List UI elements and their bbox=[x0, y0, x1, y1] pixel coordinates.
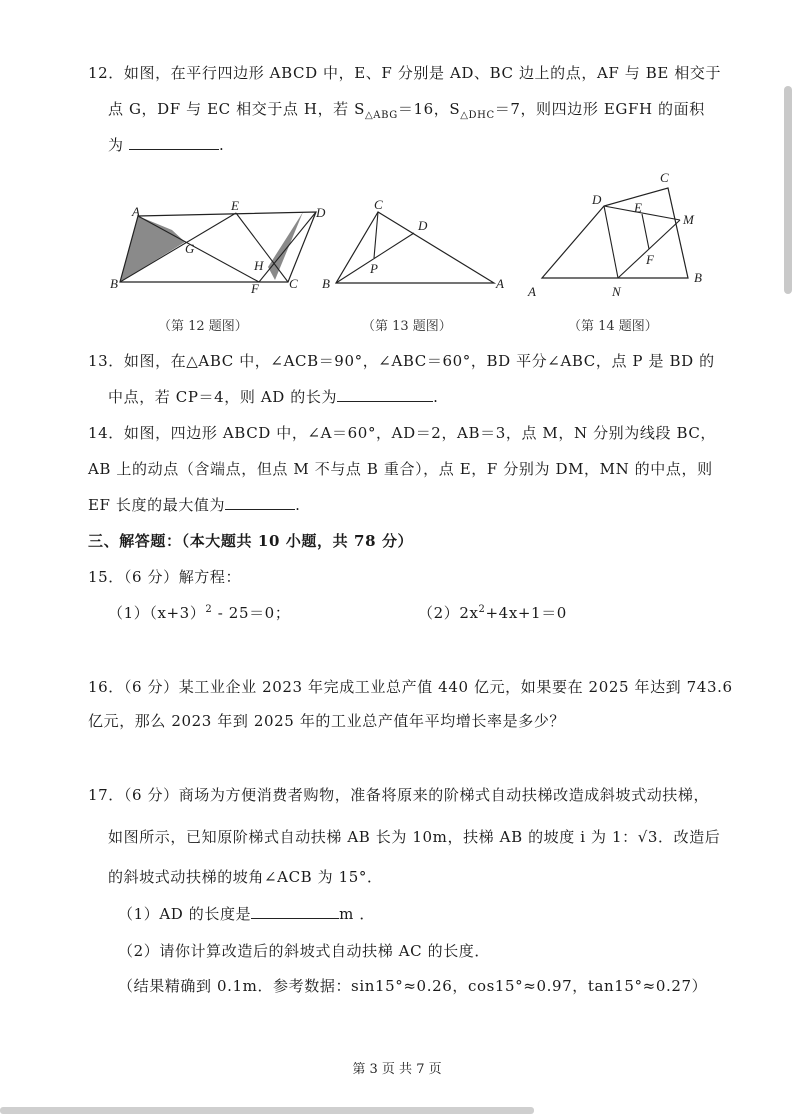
caption-fig14: （第 14 题图） bbox=[568, 319, 658, 334]
q12-answer-blank[interactable] bbox=[129, 135, 219, 150]
q16-line-2: 亿元，那么 2023 年到 2025 年的工业总产值年平均增长率是多少？ bbox=[88, 712, 566, 730]
q17-line-1: 17．（6 分）商场为方便消费者购物，准备将原来的阶梯式自动扶梯改造成斜坡式动扶梯， bbox=[88, 786, 710, 804]
q17-line-3: 的斜坡式动扶梯的坡角∠ACB 为 15°． bbox=[108, 868, 383, 886]
q15-line-1: 15．（6 分）解方程： bbox=[88, 568, 242, 586]
page-footer: 第 3 页 共 7 页 bbox=[352, 1062, 442, 1077]
q14-line-1: 14．如图，四边形 ABCD 中，∠A＝60°，AD＝2，AB＝3，点 M，N 分别为线段 BC， bbox=[88, 424, 717, 442]
fig13-label-d: D bbox=[418, 218, 428, 233]
q12-line-2 bbox=[108, 98, 705, 121]
fig14-label-b: B bbox=[694, 270, 702, 285]
q15-p2-text-b: +4x+1＝0 bbox=[485, 604, 567, 622]
q15-p1-text-a: （1）（x+3） bbox=[108, 604, 206, 622]
fig12-label-a: A bbox=[132, 204, 140, 219]
q13-answer-blank[interactable] bbox=[337, 387, 433, 402]
fig13-label-p: P bbox=[370, 261, 378, 276]
q14-line-3 bbox=[88, 494, 301, 515]
q14-answer-blank[interactable] bbox=[225, 495, 295, 510]
q12-wei: 为 bbox=[108, 136, 124, 154]
fig12-label-c: C bbox=[289, 276, 298, 291]
q13-line-2 bbox=[108, 386, 438, 407]
horizontal-scrollbar[interactable] bbox=[0, 1107, 534, 1114]
q15-p1-text-b: - 25＝0； bbox=[212, 604, 291, 622]
q12-sub-dhc: △DHC bbox=[460, 110, 495, 121]
fig14-label-d: D bbox=[592, 192, 602, 207]
q12-text-c: ＝7，则四边形 EGFH 的面积 bbox=[494, 100, 705, 118]
fig14-label-m: M bbox=[683, 212, 694, 227]
q17-line-6: （结果精确到 0.1m．参考数据：sin15°≈0.26，cos15°≈0.97，tan15°≈0.27） bbox=[118, 977, 708, 995]
figure-14 bbox=[522, 166, 718, 302]
caption-fig12: （第 12 题图） bbox=[158, 319, 248, 334]
q17-line-5: （2）请你计算改造后的斜坡式自动扶梯 AC 的长度． bbox=[118, 942, 490, 960]
q17-answer-blank[interactable] bbox=[251, 904, 339, 919]
figure-13 bbox=[318, 196, 508, 296]
q17-line-2: 如图所示，已知原阶梯式自动扶梯 AB 长为 10m，扶梯 AB 的坡度 i 为 1：√3．改造后 bbox=[108, 828, 721, 846]
q14-period: . bbox=[295, 496, 301, 514]
caption-fig13: （第 13 题图） bbox=[362, 319, 452, 334]
fig12-label-h: H bbox=[254, 258, 264, 273]
section-3-heading: 三、解答题：（本大题共 10 小题，共 78 分） bbox=[88, 532, 414, 550]
q14-text: EF 长度的最大值为 bbox=[88, 496, 226, 514]
fig13-label-c: C bbox=[374, 197, 383, 212]
fig12-label-g: G bbox=[185, 241, 195, 256]
fig12-label-b: B bbox=[110, 276, 118, 291]
q13-text: 中点，若 CP＝4，则 AD 的长为 bbox=[108, 388, 338, 406]
fig14-label-c: C bbox=[660, 170, 669, 185]
fig12-label-f: F bbox=[251, 281, 259, 295]
q17-p1-unit: m ． bbox=[339, 905, 375, 923]
q15-p2-text-a: （2）2x bbox=[418, 604, 479, 622]
q15-p1-exp: 2 bbox=[205, 604, 213, 615]
fig12-label-e: E bbox=[231, 200, 239, 213]
fig14-label-e: E bbox=[634, 200, 642, 215]
q17-p1-text: （1）AD 的长度是 bbox=[118, 905, 252, 923]
q12-text-b: ＝16，S bbox=[397, 100, 461, 118]
q15-part-1 bbox=[108, 602, 290, 623]
q15-part-2 bbox=[418, 602, 567, 623]
fig14-label-n: N bbox=[612, 284, 621, 299]
fig14-label-a: A bbox=[528, 284, 536, 299]
fig14-label-f: F bbox=[646, 252, 654, 267]
vertical-scrollbar[interactable] bbox=[784, 86, 792, 294]
fig13-label-b: B bbox=[322, 276, 330, 291]
q17-line-4 bbox=[118, 903, 375, 924]
fig12-label-d: D bbox=[316, 205, 326, 220]
q13-line-1: 13．如图，在△ABC 中，∠ACB＝90°，∠ABC＝60°，BD 平分∠ABC，点 P 是 BD 的 bbox=[88, 352, 715, 370]
q15-p2-exp: 2 bbox=[478, 604, 486, 615]
figure-12 bbox=[108, 200, 330, 295]
q12-period: . bbox=[218, 136, 225, 154]
q12-line-1: 12．如图，在平行四边形 ABCD 中，E、F 分别是 AD、BC 边上的点，AF 与 BE 相交于 bbox=[88, 64, 722, 82]
q12-sub-abg: △ABG bbox=[365, 110, 398, 121]
q13-period: . bbox=[433, 388, 439, 406]
q12-line-3 bbox=[108, 134, 224, 155]
q16-line-1: 16．（6 分）某工业企业 2023 年完成工业总产值 440 亿元，如果要在 2025 年达到 743.6 bbox=[88, 678, 733, 696]
fig13-label-a: A bbox=[496, 276, 504, 291]
q12-text-a: 点 G，DF 与 EC 相交于点 H，若 S bbox=[108, 100, 366, 118]
q14-line-2: AB 上的动点（含端点，但点 M 不与点 B 重合），点 E，F 分别为 DM，MN 的中点，则 bbox=[88, 460, 713, 478]
